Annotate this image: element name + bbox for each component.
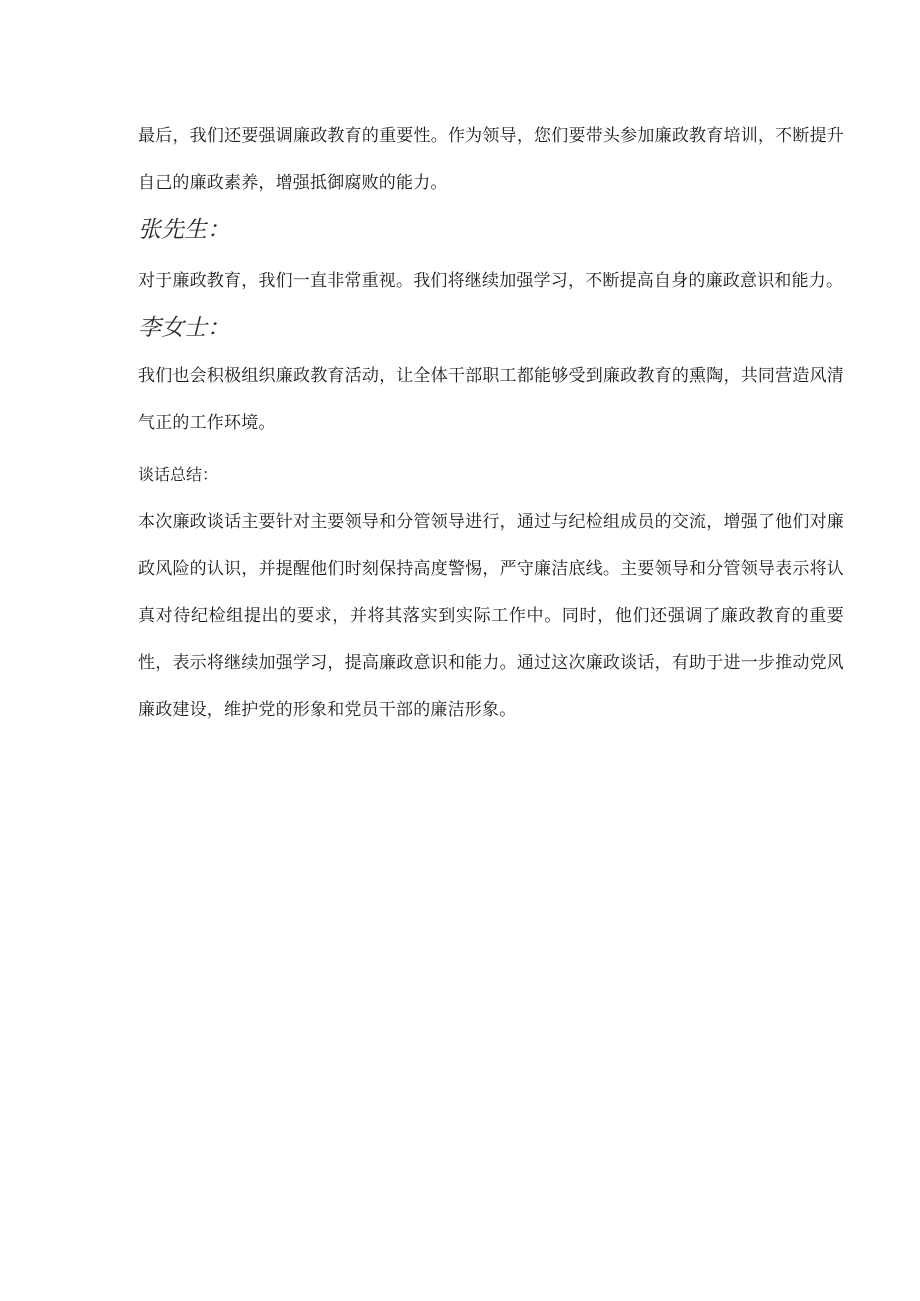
body-paragraph-summary: 本次廉政谈话主要针对主要领导和分管领导进行，通过与纪检组成员的交流，增强了他们对廉政风险的认识，并提醒他们时刻保持高度警惕，严守廉洁底线。主要领导和分管领导表示将认真对待纪检组提出的要求，并将其落实到实际工作中。同时，他们还强调了廉政教育的重要性，表示将继续加强学习，提高廉政意识和能力。通过这次廉政谈话，有助于进一步推动党风廉政建设，维护党的形象和党员干部的廉洁形象。 [138, 512, 844, 720]
body-paragraph-zhang-response: 对于廉政教育，我们一直非常重视。我们将继续加强学习，不断提高自身的廉政意识和能力。 [138, 271, 844, 291]
summary-heading: 谈话总结： [138, 465, 219, 484]
body-paragraph-closing-remarks: 最后，我们还要强调廉政教育的重要性。作为领导，您们要带头参加廉政教育培训，不断提升自己的廉政素养，增强抵御腐败的能力。 [138, 126, 844, 193]
body-paragraph-li-response: 我们也会积极组织廉政教育活动，让全体干部职工都能够受到廉政教育的熏陶，共同营造风清气正的工作环境。 [138, 366, 844, 433]
speaker-label-li: 李女士： [138, 315, 230, 341]
speaker-label-zhang: 张先生： [138, 217, 230, 243]
